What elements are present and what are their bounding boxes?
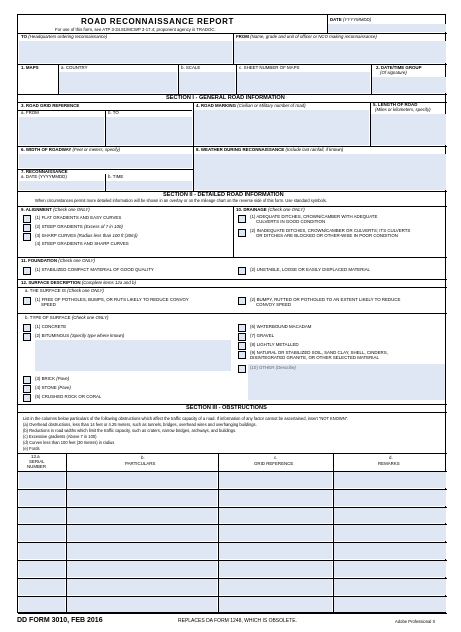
width-label: 6. WIDTH OF ROADWAY (Feet or meters, specify) (21, 147, 121, 152)
align-opt-3: (3) SHARP CURVES (Radius less than 100 ft (30m)) (35, 233, 138, 238)
sheet-field[interactable] (237, 72, 370, 93)
date-label: DATE (YYYYMMDD) (330, 17, 372, 22)
table-col-divider (218, 453, 219, 613)
type-checkbox-6[interactable] (238, 324, 246, 332)
type-opt-8: (8) LIGHTLY METALLED (250, 342, 299, 347)
obstruction-cell[interactable] (219, 490, 332, 506)
drain-opt-2b: OR DITCHES ARE BLOCKED OR OTHER-WISE IN POOR CONDITION (256, 233, 398, 238)
obstruction-cell[interactable] (19, 472, 65, 488)
col-serial-name2: NUMBER (27, 464, 47, 469)
obstruction-cell[interactable] (67, 561, 217, 577)
surf-checkbox-1[interactable] (23, 297, 31, 305)
type-checkbox-7[interactable] (238, 333, 246, 341)
obstruction-cell[interactable] (219, 525, 332, 541)
found-checkbox-1[interactable] (23, 267, 31, 275)
col-grid-letter: c. (274, 455, 278, 460)
bituminous-spec-field[interactable] (35, 340, 231, 371)
length-field[interactable] (371, 114, 446, 145)
obstruction-cell[interactable] (334, 579, 446, 595)
form-subtitle: For use of this form, see ATP 3-34.81/MCWP 3-17.4; proponent agency is TRADOC. (55, 27, 216, 32)
maps-label: 1. MAPS (21, 65, 39, 70)
marking-field[interactable] (194, 110, 369, 145)
alignment-label: 9. ALIGNMENT (Check one ONLY) (21, 207, 90, 212)
obstruction-cell[interactable] (334, 543, 446, 559)
col-serial-letter: 13.a (31, 454, 40, 459)
obstruction-cell[interactable] (334, 561, 446, 577)
obstruction-cell[interactable] (19, 543, 65, 559)
recon-date-field[interactable] (19, 181, 104, 190)
scale-label: b. SCALE (181, 65, 201, 70)
align-checkbox-1[interactable] (23, 215, 31, 223)
surf-opt-1b: SPEED (41, 302, 56, 307)
type-checkbox-8[interactable] (238, 342, 246, 350)
col-remarks-letter: d. (389, 455, 393, 460)
type-opt-10: (10) OTHER (Describe) (250, 365, 296, 370)
obstruction-cell[interactable] (67, 597, 217, 613)
length-label: 5. LENGTH OF ROAD (373, 102, 418, 107)
found-opt-1: (1) STABILIZED COMPACT MATERIAL OF GOOD QUALITY (35, 267, 154, 272)
drain-opt-1b: CULVERTS IN GOOD CONDITION (256, 219, 326, 224)
surface-is-label: a. THE SURFACE IS (Check one ONLY) (25, 288, 104, 293)
obstruction-cell[interactable] (219, 508, 332, 524)
type-opt-6: (6) WATERBOUND MACADAM (250, 324, 312, 329)
to-field[interactable] (19, 41, 232, 63)
date-field[interactable] (328, 24, 446, 32)
recon-date-label: a. DATE (YYYYMMDD) (21, 174, 67, 179)
grid-from-field[interactable] (19, 117, 104, 145)
type-checkbox-9[interactable] (238, 351, 246, 359)
col-serial-name: SERIAL (29, 459, 45, 464)
obstruction-a: (a) Overhead obstructions, less than 14 feet or 4.25 meters, such as tunnels, bridges, overhead wires and overhanging buildings. (23, 422, 257, 427)
section2-title: SECTION II - DETAILED ROAD INFORMATION (163, 192, 284, 198)
obstruction-cell[interactable] (19, 561, 65, 577)
surface-desc-label: 12. SURFACE DESCRIPTION (Complete items 12a and b) (21, 280, 136, 285)
surf-opt-2b: CONVOY SPEED (256, 302, 292, 307)
table-col-divider (66, 453, 67, 613)
drain-opt-2a: (2) INADEQUATE DITCHES, CROWN/CAMBER OR CULVERTS; ITS CULVERTS (250, 228, 411, 233)
col-particulars-letter: b. (141, 455, 145, 460)
type-opt-5: (5) CRUSHED ROCK OR CORAL (35, 394, 102, 399)
surf-opt-2a: (2) BUMPY, RUTTED OR POTHOLED TO AN EXTENT LIKELY TO REDUCE (250, 297, 401, 302)
align-checkbox-2[interactable] (23, 224, 31, 232)
grid-from-label: a. FROM (21, 110, 39, 115)
form-title: ROAD RECONNAISSANCE REPORT (81, 17, 234, 26)
found-opt-2: (2) UNSTABLE, LOOSE OR EASILY DISPLACED MATERIAL (250, 267, 370, 272)
obstruction-cell[interactable] (67, 525, 217, 541)
surf-opt-1a: (1) FREE OF POTHOLES, BUMPS, OR RUTS LIKELY TO REDUCE CONVOY (35, 297, 189, 302)
drain-checkbox-1[interactable] (238, 215, 246, 223)
col-particulars-name: PARTICULARS (125, 461, 156, 466)
type-opt-4: (4) STONE (Pave) (35, 385, 71, 390)
obstruction-cell[interactable] (219, 472, 332, 488)
drainage-label: 10. DRAINAGE (Check one ONLY) (236, 207, 305, 212)
obstruction-cell[interactable] (334, 472, 446, 488)
weather-label: 8. WEATHER DURING RECONNAISSANCE (Include last rainfall, if known) (196, 147, 344, 152)
marking-label: 4. ROAD MARKING (Civilian or Military number of road) (196, 103, 306, 108)
grid-ref-label: 3. ROAD GRID REFERENCE (21, 103, 80, 108)
section3-intro: List in the columns below particulars of the following obstructions which affect the traffic capacity of a road. If information of any factor cannot be ascertained, insert "NOT KNOWN". (23, 416, 349, 421)
obstruction-d: (d) Curves less than 100 feet (30 meters) in radius (23, 440, 115, 445)
grid-to-field[interactable] (106, 117, 192, 145)
obstruction-cell[interactable] (67, 579, 217, 595)
found-checkbox-2[interactable] (238, 267, 246, 275)
country-label: a. COUNTRY (61, 65, 88, 70)
obstruction-cell[interactable] (334, 597, 446, 613)
obstruction-cell[interactable] (334, 490, 446, 506)
table-row-divider (18, 613, 447, 614)
align-opt-4: (4) STEEP GRADIENTS AND SHARP CURVES (35, 241, 129, 246)
type-checkbox-10[interactable] (238, 365, 246, 373)
software-note: Adobe Professional X (395, 619, 436, 624)
obstruction-cell[interactable] (19, 525, 65, 541)
obstruction-b: (b) Reductions in road widths which limit the traffic capacity, such as craters, narrow bridges, archways, and buildings. (23, 428, 237, 433)
obstruction-cell[interactable] (19, 597, 65, 613)
recon-label: 7. RECONNAISSANCE (21, 169, 68, 174)
signature-hint: (Of signature) (380, 70, 407, 75)
align-checkbox-3[interactable] (23, 233, 31, 241)
type-checkbox-2[interactable] (23, 333, 31, 341)
replaces-note: REPLACES DA FORM 1248, WHICH IS OBSOLETE. (178, 618, 297, 624)
obstruction-cell[interactable] (67, 508, 217, 524)
obstruction-cell[interactable] (219, 579, 332, 595)
scale-field[interactable] (179, 72, 235, 93)
country-field[interactable] (59, 72, 177, 93)
datetime-label: 2. DATE/TIME GROUP (376, 65, 422, 70)
align-opt-1: (1) FLAT GRADIENTS AND EASY CURVES (35, 215, 122, 220)
section2-intro: When circumstances permit more detailed information will be shown in an overlay or on the mileage chart on the reverse side of this form. Use standard symbols. (35, 198, 327, 203)
obstruction-cell[interactable] (334, 525, 446, 541)
align-opt-2: (2) STEEP GRADIENTS (Excess of 7 in 100) (35, 224, 123, 229)
type-opt-3: (3) BRICK (Pave) (35, 376, 70, 381)
type-checkbox-3[interactable] (23, 376, 31, 384)
weather-field[interactable] (194, 154, 446, 190)
width-field[interactable] (19, 154, 192, 168)
col-remarks-name: REMARKS (378, 461, 400, 466)
col-grid-name: GRID REFERENCE (254, 461, 294, 466)
obstruction-cell[interactable] (67, 490, 217, 506)
obstruction-cell[interactable] (67, 543, 217, 559)
type-opt-7: (7) GRAVEL (250, 333, 275, 338)
obstruction-cell[interactable] (334, 508, 446, 524)
from-label: FROM (Name, grade and unit of officer or NCO making reconnaissance) (236, 34, 377, 39)
to-label: TO (Headquarters ordering reconnaissance) (21, 34, 108, 39)
length-hint: (Miles or kilometers, specify) (375, 107, 431, 112)
drain-opt-1a: (1) ADEQUATE DITCHES, CROWN/CAMBER WITH ADEQUATE (250, 214, 378, 219)
type-opt-2: (2) BITUMINOUS (Specify type where known) (35, 333, 125, 338)
surf-checkbox-2[interactable] (238, 297, 246, 305)
section3-title: SECTION III - OBSTRUCTIONS (186, 405, 267, 411)
obstruction-c: (c) Excessive gradients (Above 7 in 100) (23, 434, 97, 439)
form-number: DD FORM 3010, FEB 2016 (17, 617, 103, 624)
type-label: b. TYPE OF SURFACE (Check one ONLY) (25, 315, 109, 320)
drain-checkbox-2[interactable] (238, 229, 246, 237)
form-page (17, 14, 446, 613)
obstruction-cell[interactable] (19, 508, 65, 524)
type-checkbox-1[interactable] (23, 324, 31, 332)
type-opt-9b: DISINTEGRATED GRANITE, OR OTHER SELECTED MATERIAL (250, 355, 379, 360)
type-checkbox-5[interactable] (23, 394, 31, 402)
foundation-label: 11. FOUNDATION (Check one ONLY) (21, 258, 95, 263)
obstruction-cell[interactable] (219, 561, 332, 577)
section1-title: SECTION I - GENERAL ROAD INFORMATION (166, 95, 285, 101)
type-checkbox-4[interactable] (23, 385, 31, 393)
from-field[interactable] (234, 41, 446, 63)
obstruction-cell[interactable] (67, 472, 217, 488)
recon-time-field[interactable] (106, 181, 192, 190)
obstruction-e: (e) Fords (23, 446, 40, 451)
obstruction-cell[interactable] (219, 597, 332, 613)
type-opt-1: (1) CONCRETE (35, 324, 67, 329)
obstruction-cell[interactable] (19, 579, 65, 595)
obstruction-cell[interactable] (219, 543, 332, 559)
type-opt-9a: (9) NATURAL OR STABILIZED SOIL, SAND CLAY, SHELL, CINDERS, (250, 350, 388, 355)
recon-time-label: b. TIME (108, 174, 124, 179)
grid-to-label: b. TO (108, 110, 119, 115)
datetime-field[interactable] (372, 77, 446, 93)
table-col-divider (333, 453, 334, 613)
obstruction-cell[interactable] (19, 490, 65, 506)
sheet-label: c. SHEET NUMBER OF MAPS (239, 65, 300, 70)
